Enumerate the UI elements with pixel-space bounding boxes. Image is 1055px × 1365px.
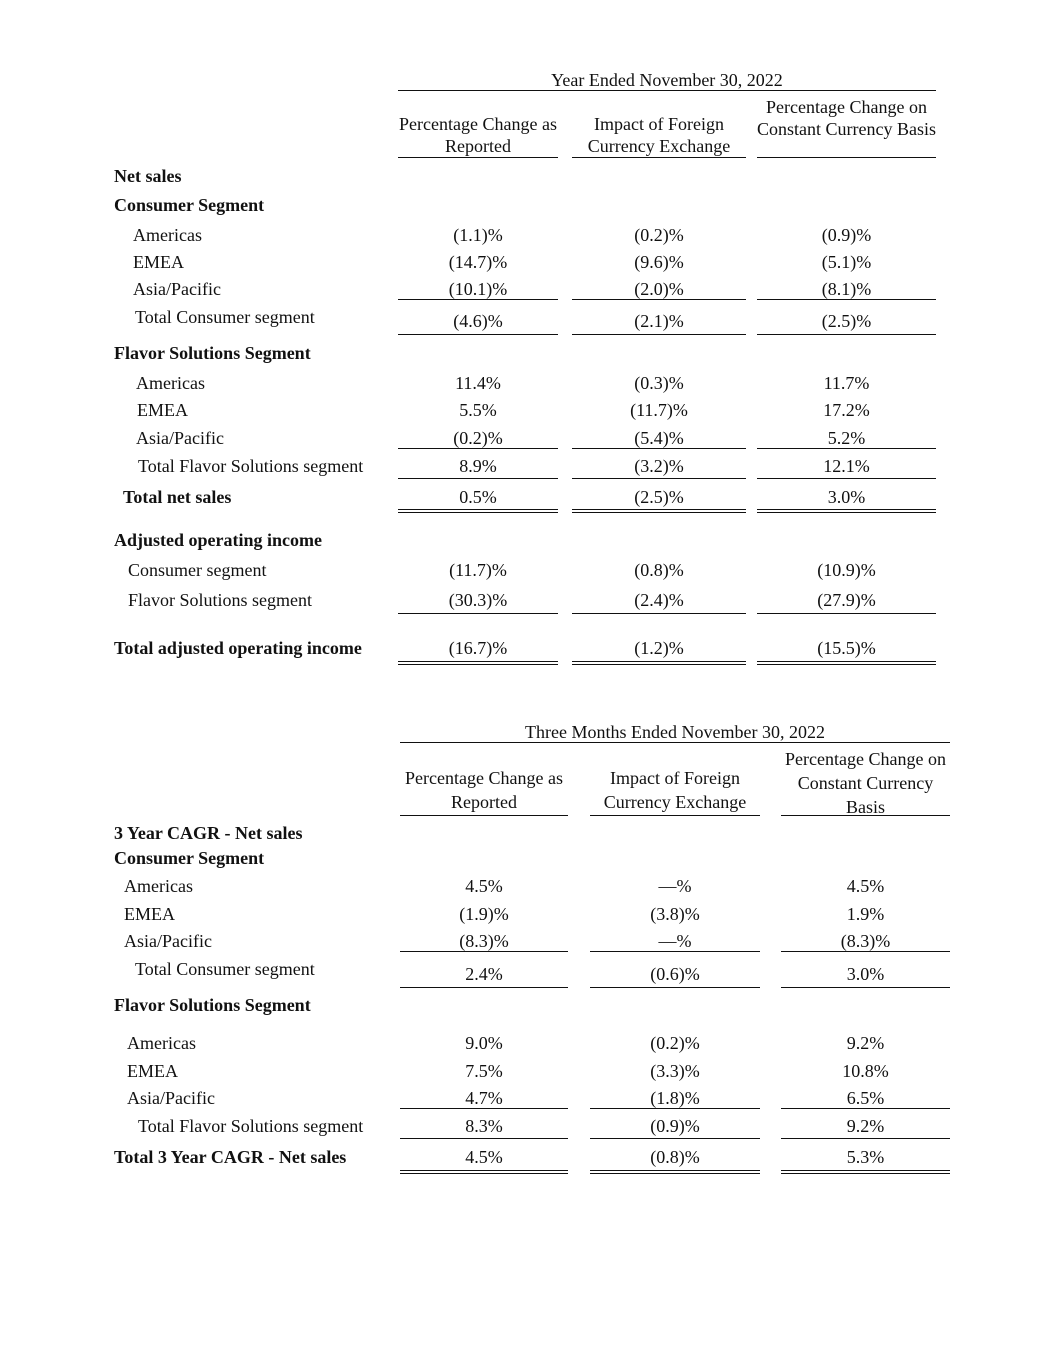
row-label: Consumer segment: [128, 560, 267, 580]
double-rule: [572, 509, 746, 513]
table1-col-header-reported: Percentage Change as Reported: [399, 114, 557, 156]
table2-col-underline: [781, 815, 950, 816]
value-fx: (0.8)%: [650, 1147, 700, 1167]
table2-col-header-reported: Percentage Change as Reported: [405, 768, 563, 812]
value-constant: (0.9)%: [821, 225, 872, 245]
value-fx: (11.7)%: [630, 400, 688, 420]
value-reported: (1.1)%: [453, 225, 503, 245]
value-reported: 0.5%: [459, 487, 497, 507]
total-rule: [572, 478, 746, 479]
total-rule: [781, 1138, 950, 1139]
value-reported: (10.1)%: [448, 279, 508, 299]
value-constant: 4.5%: [846, 876, 885, 896]
value-reported: (11.7)%: [449, 560, 507, 580]
value-constant: 11.7%: [823, 373, 870, 393]
value-constant: (2.5)%: [821, 311, 872, 331]
value-fx: (9.6)%: [634, 252, 684, 272]
total-rule: [400, 1138, 568, 1139]
value-constant: 1.9%: [846, 904, 885, 924]
value-constant: 3.0%: [846, 964, 885, 984]
value-constant: (8.3)%: [840, 931, 891, 951]
value-fx: (0.3)%: [634, 373, 684, 393]
value-reported: (8.3)%: [459, 931, 509, 951]
table1-period-underline: [398, 90, 936, 91]
subtotal-rule: [781, 1108, 950, 1109]
total-rule: [590, 1138, 760, 1139]
table2-cagr-heading: 3 Year CAGR - Net sales: [114, 823, 303, 843]
value-reported: 9.0%: [465, 1033, 503, 1053]
row-label: Asia/Pacific: [133, 279, 221, 299]
table1-consumer-heading: Consumer Segment: [114, 195, 265, 215]
subtotal-rule: [781, 951, 950, 952]
row-label: Americas: [133, 225, 202, 245]
row-label: Asia/Pacific: [127, 1088, 215, 1108]
value-constant: 5.2%: [827, 428, 866, 448]
double-rule: [398, 661, 558, 665]
double-rule: [398, 509, 558, 513]
value-constant: 17.2%: [823, 400, 870, 420]
row-label: EMEA: [133, 252, 184, 272]
table1-flavor-heading: Flavor Solutions Segment: [114, 343, 311, 363]
total-rule: [572, 334, 746, 335]
total-rule: [757, 478, 936, 479]
row-label: Total Consumer segment: [135, 307, 315, 327]
table1-col-header-constant: Percentage Change on Constant Currency Basis: [757, 97, 936, 139]
value-fx: (2.5)%: [634, 487, 684, 507]
table2-flavor-heading: Flavor Solutions Segment: [114, 995, 311, 1015]
value-constant: 5.3%: [846, 1147, 885, 1167]
subtotal-rule: [398, 613, 558, 614]
row-label: Asia/Pacific: [136, 428, 224, 448]
row-label: EMEA: [137, 400, 188, 420]
value-reported: (16.7)%: [448, 638, 508, 658]
value-fx: —%: [658, 876, 692, 896]
value-constant: (8.1)%: [821, 279, 872, 299]
value-fx: (0.2)%: [634, 225, 684, 245]
row-label: EMEA: [124, 904, 175, 924]
value-reported: (0.2)%: [453, 428, 503, 448]
subtotal-rule: [590, 951, 760, 952]
value-fx: (0.9)%: [650, 1116, 700, 1136]
value-fx: (2.1)%: [634, 311, 684, 331]
subtotal-rule: [572, 448, 746, 449]
value-constant: (10.9)%: [817, 560, 876, 580]
value-reported: 4.5%: [465, 876, 503, 896]
value-constant: 10.8%: [842, 1061, 889, 1081]
subtotal-rule: [572, 613, 746, 614]
subtotal-rule: [398, 448, 558, 449]
value-reported: 8.3%: [465, 1116, 503, 1136]
value-fx: (3.2)%: [634, 456, 684, 476]
value-fx: (0.2)%: [650, 1033, 700, 1053]
value-constant: 12.1%: [823, 456, 870, 476]
table2-period-underline: [400, 742, 950, 743]
value-reported: 8.9%: [459, 456, 497, 476]
value-reported: 4.5%: [465, 1147, 503, 1167]
row-label: Asia/Pacific: [124, 931, 212, 951]
value-fx: (1.8)%: [650, 1088, 700, 1108]
subtotal-rule: [757, 613, 936, 614]
table1-net-sales-heading: Net sales: [114, 166, 182, 186]
value-reported: 11.4%: [455, 373, 501, 393]
subtotal-rule: [400, 951, 568, 952]
row-label: Total net sales: [123, 487, 232, 507]
total-rule: [400, 987, 568, 988]
double-rule: [572, 661, 746, 665]
row-label: Americas: [136, 373, 205, 393]
table1-period-title: Year Ended November 30, 2022: [551, 70, 783, 90]
row-label: Americas: [127, 1033, 196, 1053]
total-rule: [757, 334, 936, 335]
value-fx: (3.8)%: [650, 904, 700, 924]
subtotal-rule: [757, 448, 936, 449]
value-constant: 3.0%: [827, 487, 866, 507]
row-label: Total 3 Year CAGR - Net sales: [114, 1147, 347, 1167]
subtotal-rule: [590, 1108, 760, 1109]
double-rule: [590, 1170, 760, 1174]
value-fx: (1.2)%: [634, 638, 684, 658]
value-reported: (4.6)%: [453, 311, 503, 331]
value-constant: 9.2%: [846, 1033, 885, 1053]
double-rule: [781, 1170, 950, 1174]
row-label: EMEA: [127, 1061, 178, 1081]
value-reported: (14.7)%: [448, 252, 508, 272]
total-rule: [398, 478, 558, 479]
table1-adj-heading: Adjusted operating income: [114, 530, 322, 550]
value-fx: (5.4)%: [634, 428, 684, 448]
value-fx: (2.0)%: [634, 279, 684, 299]
table2-period-title: Three Months Ended November 30, 2022: [525, 722, 825, 742]
subtotal-rule: [572, 299, 746, 300]
value-reported: 2.4%: [465, 964, 503, 984]
subtotal-rule: [400, 1108, 568, 1109]
row-label: Total adjusted operating income: [114, 638, 362, 658]
value-reported: 7.5%: [465, 1061, 503, 1081]
table1-col-underline: [398, 157, 558, 158]
row-label: Americas: [124, 876, 193, 896]
double-rule: [400, 1170, 568, 1174]
table1-col-underline: [757, 157, 936, 158]
table1-col-underline: [572, 157, 746, 158]
value-constant: 6.5%: [846, 1088, 885, 1108]
value-fx: —%: [658, 931, 692, 951]
value-constant: (5.1)%: [821, 252, 872, 272]
table2-col-header-constant: Percentage Change on Constant Currency Basis: [785, 749, 946, 817]
row-label: Total Flavor Solutions segment: [138, 1116, 364, 1136]
value-fx: (0.6)%: [650, 964, 700, 984]
table2-consumer-heading: Consumer Segment: [114, 848, 265, 868]
row-label: Flavor Solutions segment: [128, 590, 312, 610]
table2-col-underline: [400, 815, 568, 816]
value-constant: (27.9)%: [817, 590, 876, 610]
table1-col-header-fx: Impact of Foreign Currency Exchange: [587, 114, 731, 156]
table2-col-header-fx: Impact of Foreign Currency Exchange: [603, 768, 747, 812]
value-reported: (1.9)%: [459, 904, 509, 924]
value-constant: 9.2%: [846, 1116, 885, 1136]
value-reported: (30.3)%: [448, 590, 508, 610]
double-rule: [757, 509, 936, 513]
row-label: Total Flavor Solutions segment: [138, 456, 364, 476]
row-label: Total Consumer segment: [135, 959, 315, 979]
value-constant: (15.5)%: [817, 638, 876, 658]
value-reported: 5.5%: [459, 400, 497, 420]
double-rule: [757, 661, 936, 665]
value-fx: (3.3)%: [650, 1061, 700, 1081]
value-reported: 4.7%: [465, 1088, 503, 1108]
total-rule: [590, 987, 760, 988]
total-rule: [398, 334, 558, 335]
subtotal-rule: [757, 299, 936, 300]
value-fx: (2.4)%: [634, 590, 684, 610]
subtotal-rule: [398, 299, 558, 300]
value-fx: (0.8)%: [634, 560, 684, 580]
table2-col-underline: [590, 815, 760, 816]
total-rule: [781, 987, 950, 988]
